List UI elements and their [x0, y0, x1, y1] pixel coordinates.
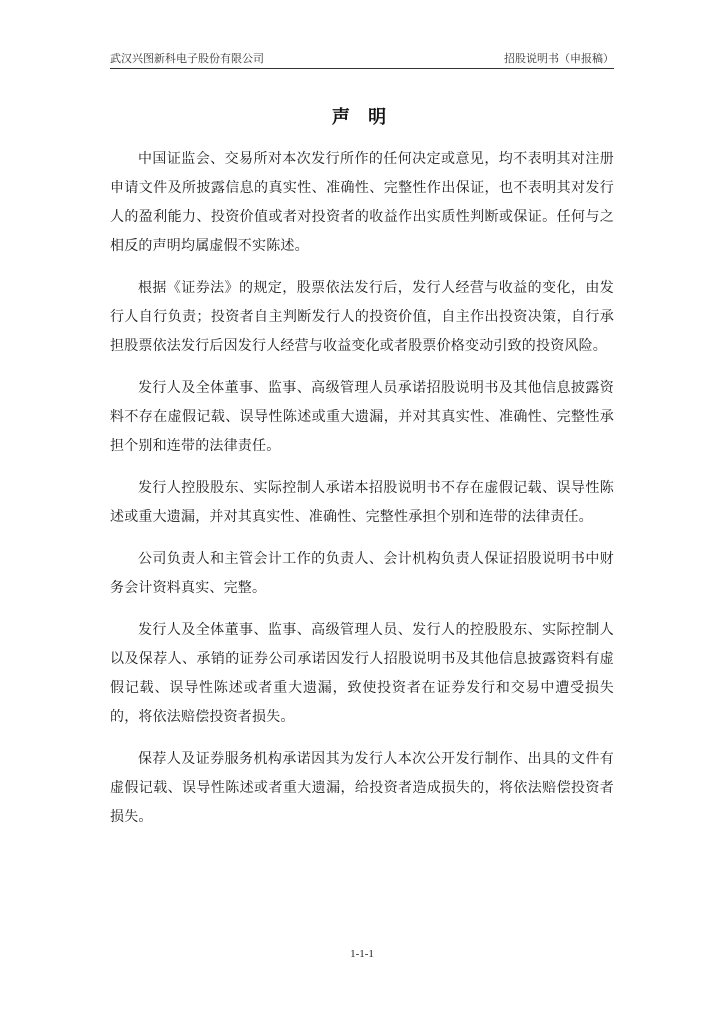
page-header	[110, 50, 614, 69]
statement-paragraph-1: 中国证监会、交易所对本次发行所作的任何决定或意见，均不表明其对注册申请文件及所披露信息的真实性、准确性、完整性作出保证，也不表明其对发行人的盈利能力、投资价值或者对投资者的收益作出实质性判断或保证。任何与之相反的声明均属虚假不实陈述。	[110, 151, 614, 254]
page-title: 声 明	[331, 107, 393, 128]
header-company-name: 武汉兴图新科电子股份有限公司	[110, 52, 264, 65]
header-document-type: 招股说明书（申报稿）	[504, 52, 614, 65]
statement-paragraph-3: 发行人及全体董事、监事、高级管理人员承诺招股说明书及其他信息披露资料不存在虚假记载、误导性陈述或重大遗漏，并对其真实性、准确性、完整性承担个别和连带的法律责任。	[110, 380, 614, 454]
statement-paragraph-2: 根据《证券法》的规定，股票依法发行后，发行人经营与收益的变化，由发行人自行负责；投资者自主判断发行人的投资价值，自主作出投资决策，自行承担股票依法发行后因发行人经营与收益变化或者股票价格变动引致的投资风险。	[110, 280, 614, 354]
statement-body	[110, 145, 614, 845]
statement-paragraph-5: 公司负责人和主管会计工作的负责人、会计机构负责人保证招股说明书中财务会计资料真实、完整。	[110, 551, 614, 596]
statement-paragraph-7: 保荐人及证券服务机构承诺因其为发行人本次公开发行制作、出具的文件有虚假记载、误导性陈述或者重大遗漏，给投资者造成损失的，将依法赔偿投资者损失。	[110, 751, 614, 825]
statement-paragraph-4: 发行人控股股东、实际控制人承诺本招股说明书不存在虚假记载、误导性陈述或重大遗漏，并对其真实性、准确性、完整性承担个别和连带的法律责任。	[110, 480, 614, 525]
page-number: 1-1-1	[350, 948, 374, 960]
statement-paragraph-6: 发行人及全体董事、监事、高级管理人员、发行人的控股股东、实际控制人以及保荐人、承销的证券公司承诺因发行人招股说明书及其他信息披露资料有虚假记载、误导性陈述或者重大遗漏，致使投资者在证券发行和交易中遭受损失的，将依法赔偿投资者损失。	[110, 622, 614, 725]
